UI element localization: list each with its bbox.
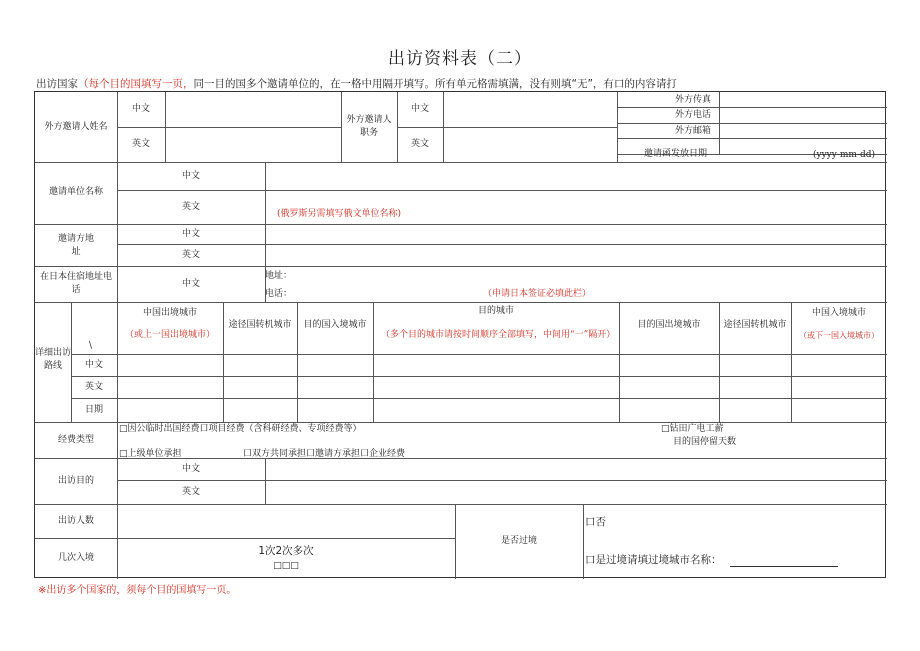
org-name-cn-label: 中文 — [181, 170, 200, 181]
route-col-transit-2: 途径国转机城市 — [723, 319, 787, 330]
inviter-title-en-label: 英文 — [410, 139, 429, 149]
transit-label: 是否过境 — [500, 536, 537, 546]
route-col-dest-cities-note: （多个目的城市请按时间顺序全部填写，中间用“一”隔开） — [381, 329, 616, 340]
inviter-title-label: 外方邀请人职务 — [346, 115, 392, 138]
japan-tel-label: 电话： — [265, 289, 293, 299]
inviter-name-cn-label: 中文 — [131, 104, 150, 114]
route-col-transit-1: 途径国转机城市 — [228, 319, 292, 330]
route-col-dest-entry: 目的国入境城市 — [303, 319, 367, 330]
route-col-china-exit: 中国出境城市 — [142, 307, 197, 318]
purpose-label: 出访目的 — [57, 475, 94, 486]
route-row-date: 日期 — [84, 404, 103, 415]
purpose-cn-label: 中文 — [181, 463, 200, 474]
page-title: 出访资料表（二） — [388, 49, 532, 69]
inviter-name-label: 外方邀请人姓名 — [44, 121, 108, 132]
route-col-china-entry: 中国入境城市 — [811, 307, 866, 318]
route-col-dest-exit: 目的国出境城市 — [637, 319, 701, 330]
funding-option-other: □钻田广电工薪 — [661, 424, 724, 434]
route-row-en: 英文 — [84, 381, 103, 392]
transit-city-field[interactable] — [730, 566, 838, 567]
entries-options: 1次2次多次 — [258, 544, 314, 557]
inviter-name-en-label: 英文 — [131, 139, 150, 149]
route-col-china-exit-note: （或上一国出境城市） — [124, 329, 215, 340]
entries-checkboxes[interactable]: □□□ — [273, 560, 299, 571]
funding-option-superior: □上级单位承担 — [119, 449, 182, 458]
purpose-en-label: 英文 — [181, 486, 200, 497]
route-corner-slash: \ — [89, 341, 93, 351]
funding-option-shared: 口双方共同承担口邀请方承担口企业经费 — [243, 449, 406, 458]
fax-label: 外方传真 — [674, 95, 711, 105]
date-format-hint: (yyyy-mm-dd) — [813, 150, 876, 160]
japan-address-label: 地址： — [265, 271, 293, 281]
instructions-red-note: （每个目的国填写一页， — [78, 78, 194, 90]
instructions — [36, 76, 677, 91]
instructions-rest: 同一目的国多个邀请单位的，在一格中用隔开填写。所有单元格需填满，没有则填“无”，有口的内容请打 — [193, 78, 677, 90]
route-label: 详细出访路线 — [35, 348, 72, 371]
org-name-en-label: 英文 — [181, 201, 200, 212]
people-count-label: 出访人数 — [57, 515, 94, 526]
address-cn-label: 中文 — [181, 228, 200, 239]
inviter-title-cn-label: 中文 — [410, 104, 429, 114]
phone-label: 外方电话 — [674, 110, 711, 120]
address-en-label: 英文 — [181, 249, 200, 260]
funding-option-temp: □因公临时出国经费口项目经费（含科研经费、专项经费等） — [119, 424, 362, 434]
org-name-label: 邀请单位名称 — [48, 186, 103, 197]
entries-label: 几次入境 — [57, 553, 94, 563]
footnote: ※出访多个国家的，须每个目的国填写一页。 — [38, 585, 237, 596]
route-col-dest-cities: 目的城市 — [477, 305, 514, 316]
funding-label: 经费类型 — [57, 434, 94, 445]
japan-lodging-label: 在日本住宿地址电话 — [39, 272, 112, 295]
transit-yes-option[interactable]: 口是过境请填过境城市名称： — [585, 554, 722, 566]
email-label: 外方邮箱 — [674, 126, 711, 136]
russia-note: (俄罗斯另需填写俄文单位名称) — [277, 209, 402, 219]
route-col-china-entry-note: （或下一国入境城市） — [799, 330, 879, 340]
instructions-prefix: 出访国家 — [36, 78, 78, 90]
inviter-address-label: 邀请方地址 — [57, 234, 94, 257]
transit-no-option[interactable]: 口否 — [585, 516, 606, 528]
form-table — [34, 91, 886, 578]
japan-visa-note: （申请日本签证必填此栏） — [483, 289, 592, 299]
route-row-cn: 中文 — [84, 359, 103, 370]
letter-date-label: 邀请函发放日期 — [643, 149, 707, 159]
stay-days-label: 目的国停留天数 — [673, 437, 737, 447]
japan-lodging-cn-label: 中文 — [181, 278, 200, 289]
